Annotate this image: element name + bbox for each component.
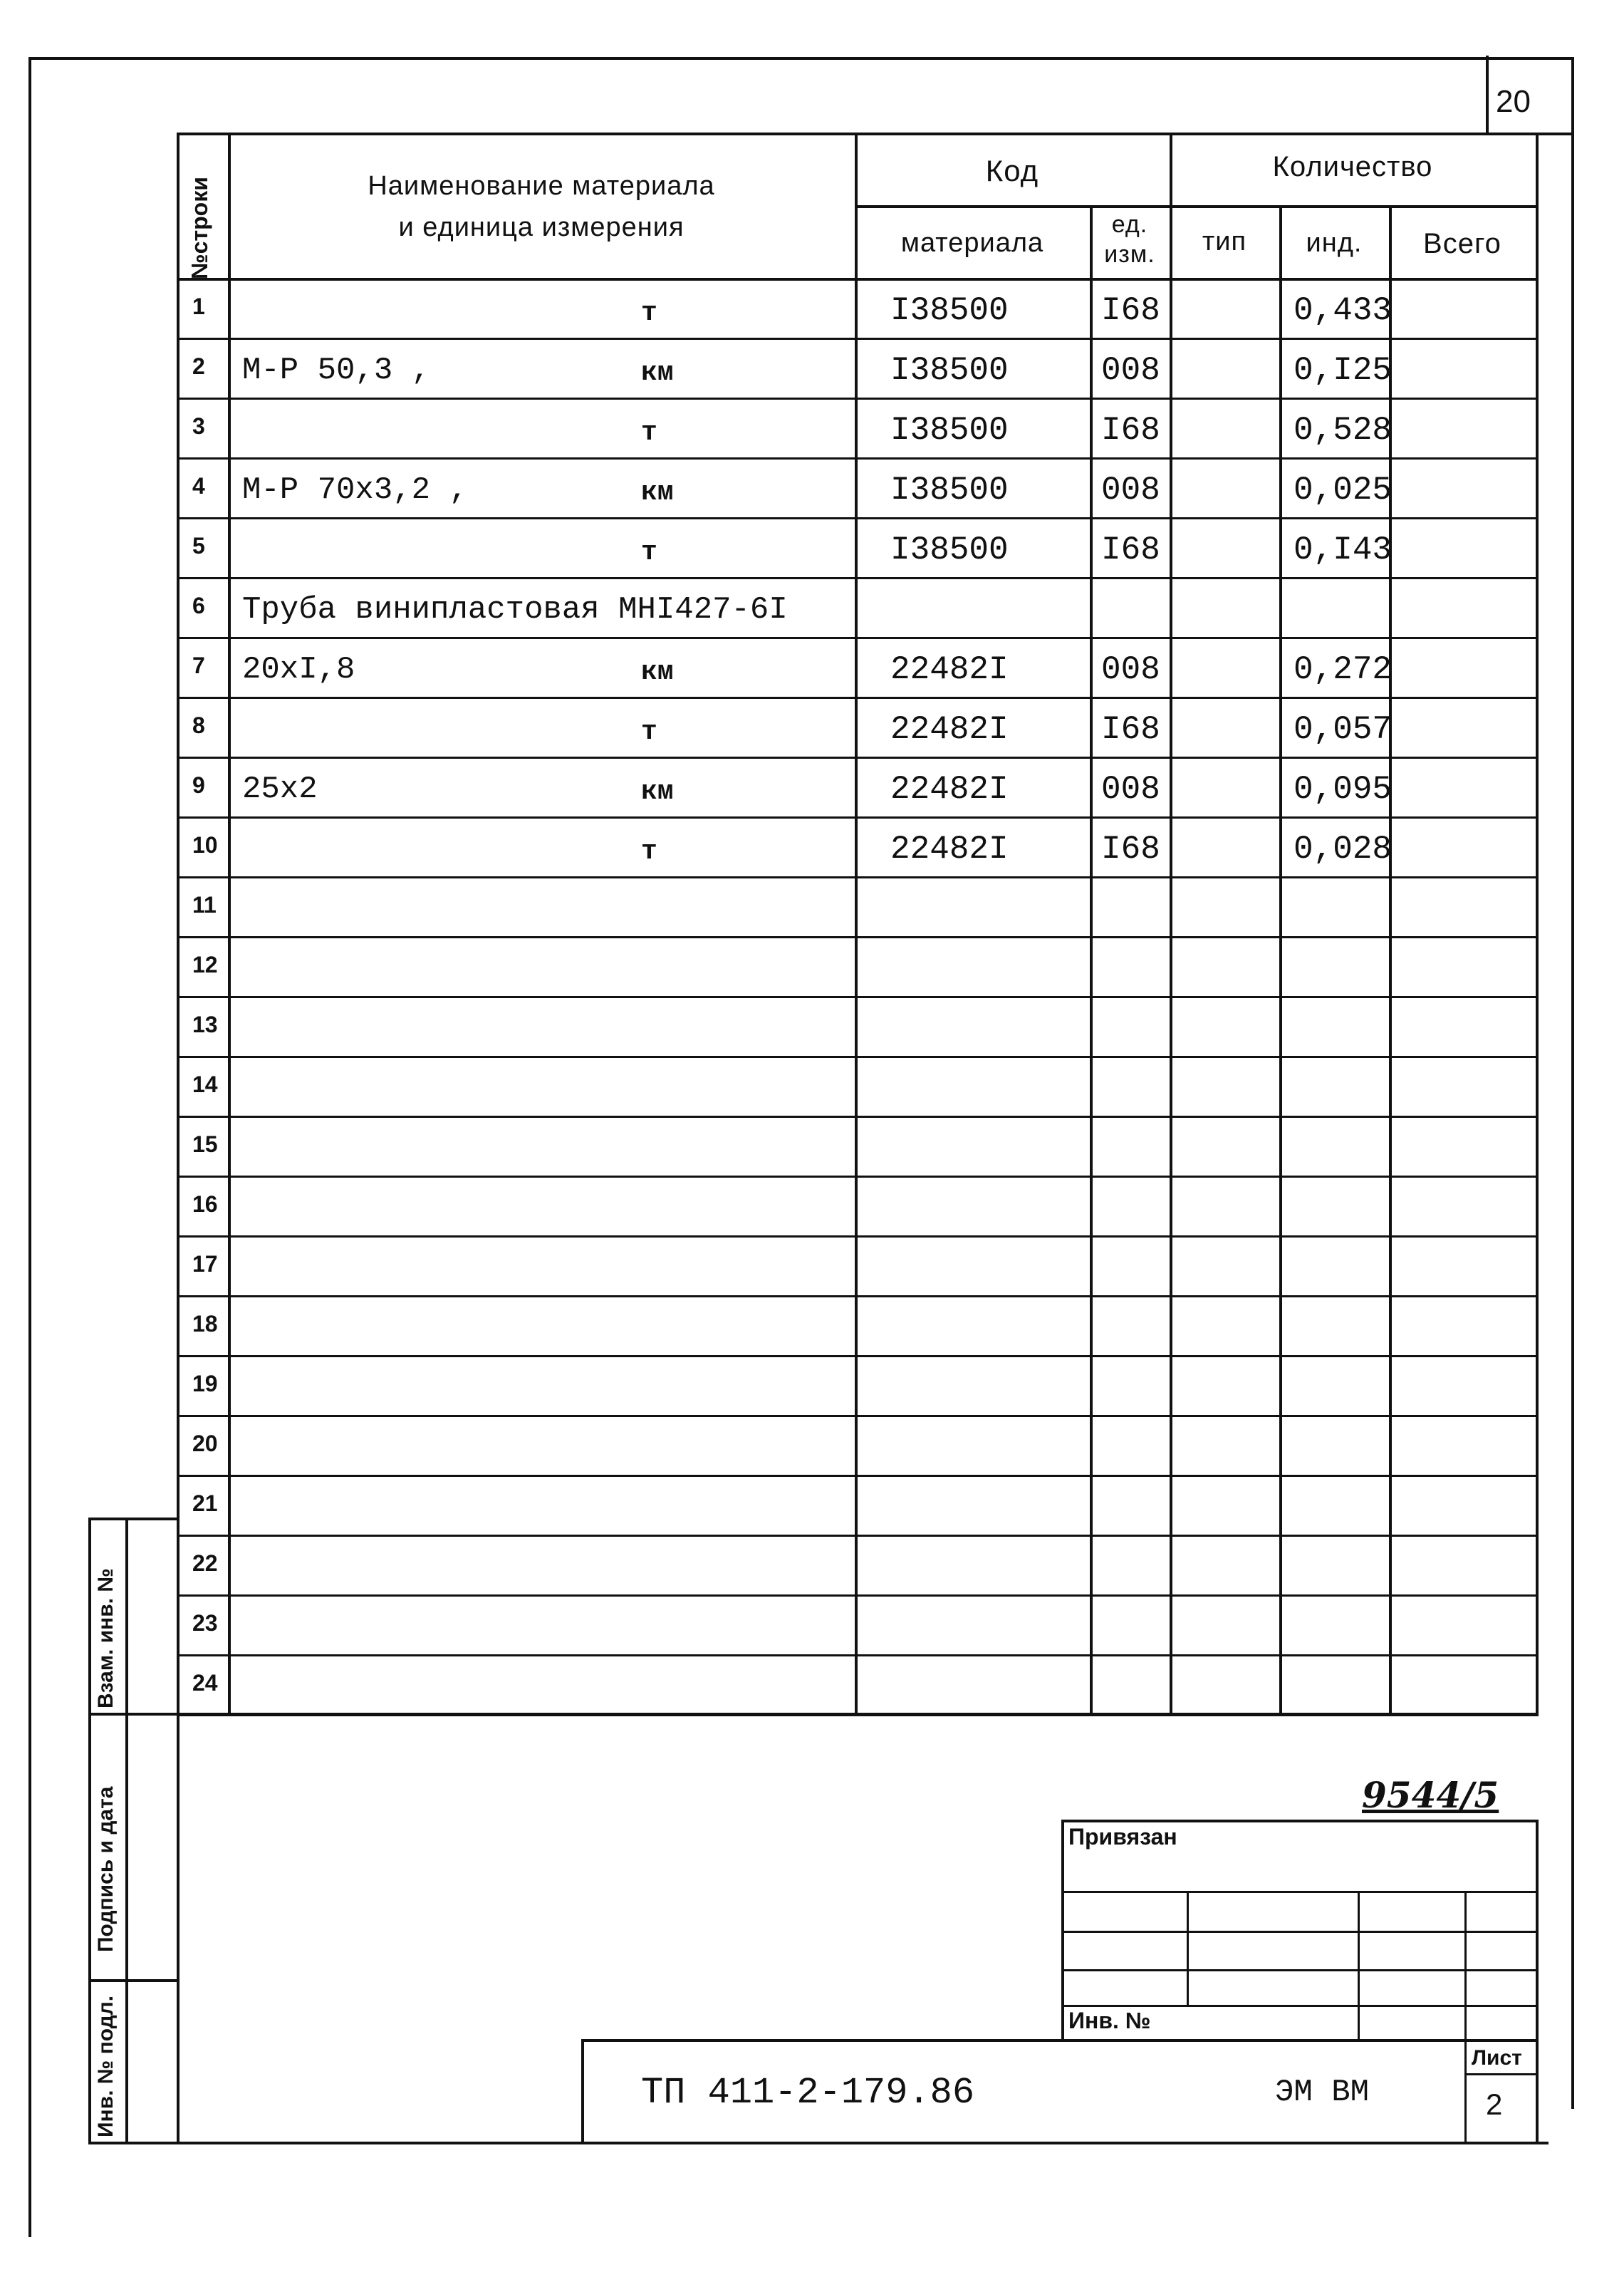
header-code-group: Код — [985, 154, 1039, 187]
sheet-label: Лист — [1472, 2046, 1522, 2070]
stamp-top-line — [1061, 1820, 1539, 1822]
row-number: 18 — [192, 1311, 218, 1337]
sheet-number: 2 — [1486, 2087, 1503, 2121]
row-unit-code: 008 — [1101, 651, 1160, 688]
row-divider — [177, 1475, 1539, 1477]
row-material-code: I38500 — [890, 292, 1009, 329]
side-strip-top — [88, 1518, 179, 1520]
row-number: 12 — [192, 952, 218, 977]
row-number: 24 — [192, 1670, 218, 1696]
row-material-code: 22482I — [890, 771, 1009, 808]
row-unit: т — [641, 717, 657, 747]
outer-frame-right — [1571, 57, 1574, 2109]
name-col-line — [855, 134, 858, 1716]
header-qty-ind: инд. — [1306, 228, 1363, 258]
header-qty-type: тип — [1202, 227, 1247, 256]
row-number: 8 — [192, 712, 205, 738]
row-divider — [177, 1295, 1539, 1297]
side-strip-left — [88, 1518, 91, 2144]
row-divider — [177, 1594, 1539, 1597]
outer-frame-top — [28, 57, 1574, 60]
row-divider — [177, 1116, 1539, 1118]
side-inv-podl: Инв. № подл. — [94, 1995, 118, 2137]
header-name-line2: и единица измерения — [398, 212, 685, 242]
row-number: 14 — [192, 1072, 218, 1097]
row-material-code: I38500 — [890, 531, 1009, 569]
stamp-right-line — [1536, 1820, 1539, 2143]
header-unit-line1: ед. — [1111, 211, 1148, 238]
table-bottom-line — [177, 1713, 1539, 1716]
row-unit-code: 008 — [1101, 472, 1160, 509]
titleblock-top-line — [581, 2039, 1539, 2042]
row-divider — [177, 816, 1539, 819]
header-name-line1: Наименование материала — [368, 171, 715, 201]
row-number: 2 — [192, 353, 205, 379]
row-divider — [177, 338, 1539, 340]
side-strip-div1 — [88, 1713, 179, 1716]
table-top-line — [177, 133, 1573, 135]
row-unit: т — [641, 537, 657, 568]
row-divider — [177, 996, 1539, 998]
sheet-divider — [1464, 2073, 1537, 2075]
row-unit: т — [641, 836, 657, 867]
row-number: 17 — [192, 1251, 218, 1277]
row-qty-ind: 0,272 — [1294, 651, 1393, 688]
row-divider — [177, 697, 1539, 699]
header-code-material: материала — [900, 228, 1044, 258]
row-name: М-Р 70х3,2 , — [242, 472, 468, 508]
side-podpis: Подпись и дата — [94, 1786, 118, 1952]
side-strip-inner — [125, 1518, 128, 2144]
row-number: 5 — [192, 533, 205, 559]
row-unit-code: 008 — [1101, 352, 1160, 389]
page-number-box-left — [1486, 56, 1489, 134]
row-name: 20хI,8 — [242, 652, 355, 688]
row-number: 1 — [192, 294, 205, 319]
header-row-no: №строки — [187, 177, 212, 279]
row-number: 23 — [192, 1610, 218, 1636]
row-number: 19 — [192, 1371, 218, 1396]
row-number: 9 — [192, 772, 205, 798]
row-unit-code: 008 — [1101, 771, 1160, 808]
row-number: 7 — [192, 653, 205, 678]
row-divider — [177, 1176, 1539, 1178]
row-material-code: 22482I — [890, 711, 1009, 748]
row-unit: км — [641, 777, 674, 807]
row-material-code: 22482I — [890, 651, 1009, 688]
row-name: 25х2 — [242, 772, 318, 807]
stamp-grid-v3 — [1464, 1891, 1467, 2142]
bottom-frame-line — [88, 2142, 1548, 2144]
row-number: 16 — [192, 1191, 218, 1217]
header-qty-total: Всего — [1423, 228, 1501, 259]
row-material-code: I38500 — [890, 472, 1009, 509]
row-divider — [177, 936, 1539, 938]
row-divider — [177, 1535, 1539, 1537]
header-mid-line — [855, 205, 1539, 208]
stamp-privyazan: Привязан — [1068, 1824, 1177, 1850]
header-bottom-line — [177, 278, 1539, 281]
stamp-grid-v1 — [1187, 1891, 1189, 2005]
stamp-grid-v2 — [1358, 1891, 1360, 2042]
row-divider — [177, 637, 1539, 639]
row-number: 15 — [192, 1131, 218, 1157]
row-material-code: I38500 — [890, 412, 1009, 449]
type-col-line — [1279, 207, 1282, 1716]
row-unit-code: I68 — [1101, 831, 1160, 868]
row-divider — [177, 1415, 1539, 1417]
row-material-code: 22482I — [890, 831, 1009, 868]
row-divider — [177, 1235, 1539, 1238]
header-unit-line2: изм. — [1104, 241, 1155, 268]
row-unit: км — [641, 657, 674, 688]
row-divider — [177, 757, 1539, 759]
doc-code: ТП 411-2-179.86 — [641, 2072, 975, 2114]
side-strip-div2 — [88, 1979, 179, 1982]
titleblock-left-line — [581, 2039, 584, 2143]
header-qty-group: Количество — [1272, 151, 1433, 182]
row-name: М-Р 50,3 , — [242, 353, 431, 388]
row-divider — [177, 1654, 1539, 1656]
unitcode-col-line — [1170, 134, 1172, 1716]
row-number: 11 — [192, 892, 217, 918]
row-qty-ind: 0,528 — [1294, 412, 1393, 449]
outer-frame-left — [28, 57, 31, 2237]
row-number: 13 — [192, 1012, 218, 1037]
table-frame-left — [177, 134, 179, 2143]
row-number: 6 — [192, 593, 205, 618]
table-right-line — [1536, 134, 1539, 1716]
side-vzam: Взам. инв. № — [94, 1568, 118, 1708]
doc-section: ЭМ ВМ — [1275, 2075, 1370, 2110]
row-qty-ind: 0,057 — [1294, 711, 1393, 748]
row-unit-code: I68 — [1101, 711, 1160, 748]
row-material-code: I38500 — [890, 352, 1009, 389]
row-unit: т — [641, 298, 657, 328]
code-col-line — [1090, 207, 1093, 1716]
row-qty-ind: 0,095 — [1294, 771, 1393, 808]
row-divider — [177, 398, 1539, 400]
stamp-left-line — [1061, 1820, 1064, 2040]
row-number: 21 — [192, 1490, 218, 1516]
row-qty-ind: 0,025 — [1294, 472, 1393, 509]
row-unit: км — [641, 358, 674, 388]
row-unit: км — [641, 477, 674, 508]
row-number: 3 — [192, 413, 205, 439]
row-unit: т — [641, 417, 657, 448]
row-divider — [177, 517, 1539, 519]
stamp-inv-no: Инв. № — [1068, 2008, 1151, 2033]
row-divider — [177, 577, 1539, 579]
row-divider — [177, 1355, 1539, 1357]
row-name: Труба винипластовая МНI427-6I — [242, 592, 788, 628]
page-number: 20 — [1496, 84, 1531, 119]
row-number: 4 — [192, 473, 205, 499]
row-qty-ind: 0,433 — [1294, 292, 1393, 329]
row-qty-ind: 0,I43 — [1294, 531, 1393, 569]
handwritten-number: 9544/5 — [1362, 1774, 1499, 1816]
row-number: 22 — [192, 1550, 218, 1576]
row-qty-ind: 0,I25 — [1294, 352, 1393, 389]
row-divider — [177, 876, 1539, 878]
row-unit-code: I68 — [1101, 412, 1160, 449]
row-unit-code: I68 — [1101, 292, 1160, 329]
row-divider — [177, 1056, 1539, 1058]
row-divider — [177, 457, 1539, 460]
row-unit-code: I68 — [1101, 531, 1160, 569]
row-qty-ind: 0,028 — [1294, 831, 1393, 868]
row-number: 20 — [192, 1431, 218, 1456]
row-number: 10 — [192, 832, 218, 858]
